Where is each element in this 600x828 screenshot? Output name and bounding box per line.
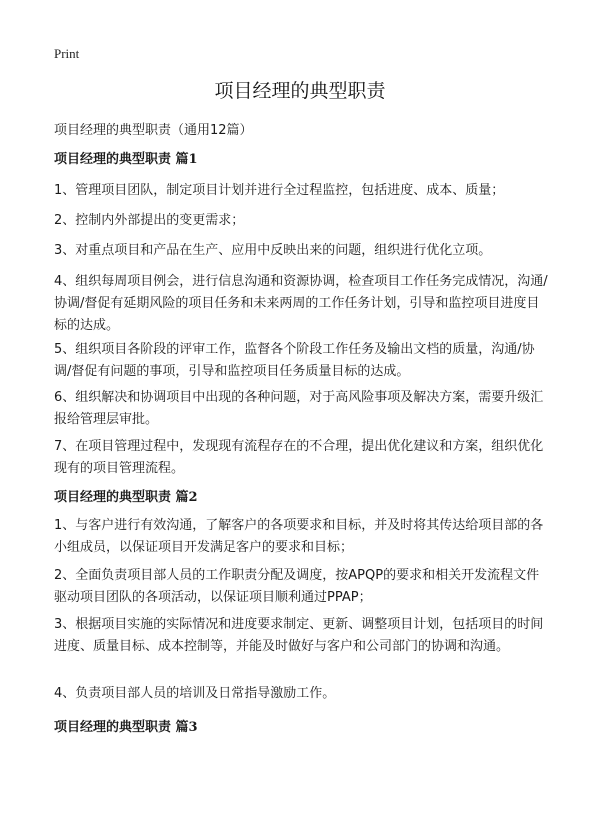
list-item: 3、根据项目实施的实际情况和进度要求制定、更新、调整项目计划，包括项目的时间进度、质量目标、成本控制等，并能及时做好与客户和公司部门的协调和沟通。 xyxy=(54,617,544,654)
list-item: 1、与客户进行有效沟通，了解客户的各项要求和目标，并及时将其传达给项目部的各小组成员，以保证项目开发满足客户的要求和目标； xyxy=(54,518,544,555)
page-title: 项目经理的典型职责 xyxy=(214,80,386,102)
section-heading: 项目经理的典型职责 篇1 xyxy=(54,152,198,167)
list-item: 2、全面负责项目部人员的工作职责分配及调度，按APQP的要求和相关开发流程文件驱动项目团队的各项活动，以保证项目顺利通过PPAP； xyxy=(54,568,540,605)
list-item: 4、负责项目部人员的培训及日常指导激励工作。 xyxy=(54,686,336,701)
print-link[interactable]: Print xyxy=(54,46,80,61)
list-item: 5、组织项目各阶段的评审工作，监督各个阶段工作任务及输出文档的质量，沟通/协调/督促有问题的事项，引导和监控项目任务质量目标的达成。 xyxy=(54,342,535,379)
list-item: 3、对重点项目和产品在生产、应用中反映出来的问题，组织进行优化立项。 xyxy=(54,243,492,258)
section-heading: 项目经理的典型职责 篇2 xyxy=(54,490,198,505)
section-heading: 项目经理的典型职责 篇3 xyxy=(54,720,198,735)
list-item: 1、管理项目团队，制定项目计划并进行全过程监控，包括进度、成本、质量； xyxy=(54,183,505,198)
list-item: 6、组织解决和协调项目中出现的各种问题，对于高风险事项及解决方案，需要升级汇报给管理层审批。 xyxy=(54,390,544,427)
list-item: 2、控制内外部提出的变更需求； xyxy=(54,213,245,228)
document-subtitle: 项目经理的典型职责（通用12篇） xyxy=(54,123,253,138)
list-item: 4、组织每周项目例会，进行信息沟通和资源协调，检查项目工作任务完成情况，沟通/协调/督促有延期风险的项目任务和未来两周的工作任务计划，引导和监控项目进度目标的达成。 xyxy=(54,274,548,333)
list-item: 7、在项目管理过程中，发现现有流程存在的不合理，提出优化建议和方案，组织优化现有的项目管理流程。 xyxy=(54,439,544,476)
